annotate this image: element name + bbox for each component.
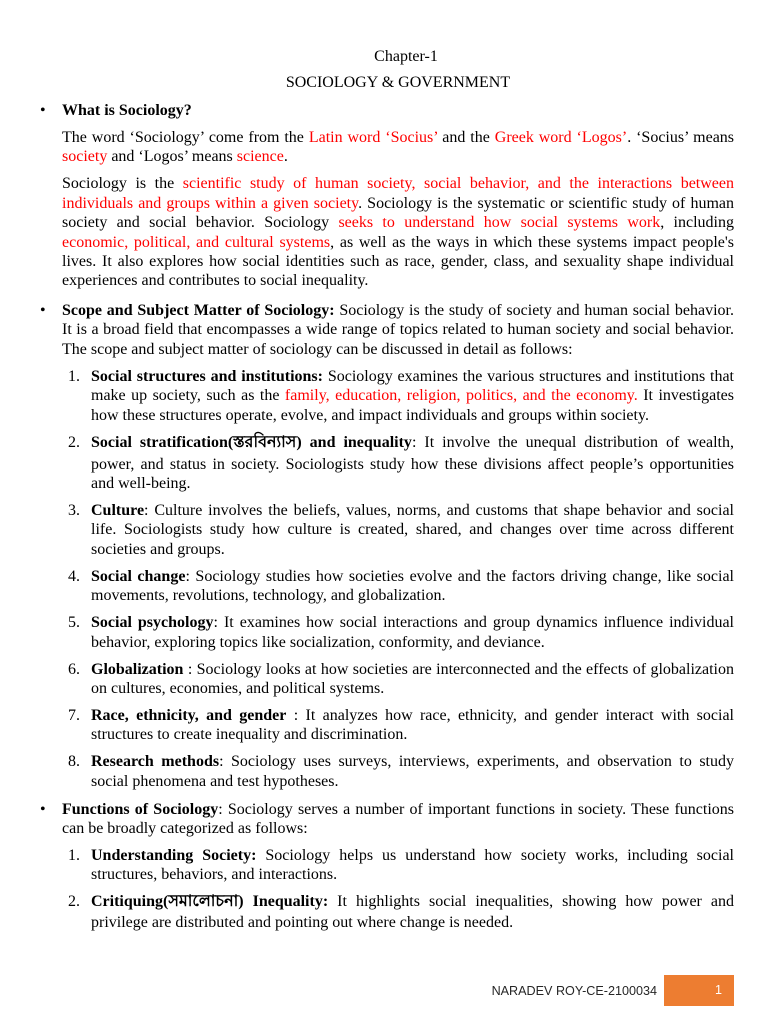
list-item-term: Globalization (91, 660, 184, 678)
section-what-is-sociology (40, 101, 734, 120)
document-title: SOCIOLOGY & GOVERNMENT (285, 74, 511, 91)
list-item-text (91, 660, 734, 699)
list-item-term: Social psychology (91, 614, 214, 632)
highlighted-text: Latin word ‘Socius’ (308, 129, 438, 146)
section-heading: Functions of Sociology (62, 800, 219, 818)
highlighted-text: seeks to understand how social systems work (338, 214, 661, 232)
scope-item-1 (62, 367, 734, 425)
highlighted-text: Greek word ‘Logos’ (494, 129, 628, 146)
highlighted-text: scientific study of human society, social behavior, and the interactions between individuals and groups within a given society (62, 175, 735, 212)
section-paragraph (62, 301, 734, 359)
section-scope (40, 301, 734, 359)
list-number: 4. (68, 567, 80, 585)
list-item-term: Culture (91, 501, 145, 519)
list-item-text (91, 367, 734, 425)
text-segment: Sociology is the (62, 175, 183, 193)
text-segment: . Sociology is the systematic or scientific study of human society and social behavior. Sociology (62, 194, 734, 232)
footer-author: NARADEV ROY-CE-2100034 (491, 984, 657, 998)
section-heading: What is Sociology? (62, 102, 192, 119)
scope-item-5 (62, 613, 734, 652)
scope-item-3 (62, 501, 734, 559)
list-item-text (91, 706, 734, 745)
highlighted-text: economic, political, and cultural systems (62, 233, 331, 251)
text-segment: , as well as the ways in which these systems impact people's lives. It also explores how social identities such as race, gender, class, and sexuality shape individual experiences and contributes to social inequality. (62, 233, 734, 290)
page-number: 1 (714, 983, 722, 997)
list-number: 5. (68, 614, 80, 632)
text-segment: The word ‘Sociology’ come from the (62, 129, 309, 146)
list-item-term: Understanding Society: (91, 847, 257, 864)
highlighted-text: science (236, 148, 284, 166)
bullet-marker: • (40, 102, 46, 119)
text-segment: : Sociology serves a number of important functions in society. These functions can be broadly categorized as follows: (62, 800, 734, 837)
text-segment: It investigates how these structures operate, evolve, and impact individuals and groups within society. (91, 387, 735, 424)
list-item-term: Research methods (91, 753, 220, 771)
section-functions (40, 800, 734, 839)
bullet-marker: • (40, 302, 46, 320)
list-item-text (91, 752, 734, 791)
text-segment: : Sociology uses surveys, interviews, experiments, and observation to study social phenomena and test hypotheses. (91, 753, 735, 790)
list-number: 8. (68, 753, 80, 771)
scope-item-6 (62, 660, 734, 699)
list-number: 3. (68, 501, 80, 519)
text-segment: , including (660, 214, 734, 232)
text-segment: It highlights social inequalities, showing how power and privilege are distributed and pointing out where change is needed. (91, 893, 734, 932)
scope-item-4 (62, 567, 734, 606)
paragraph-etymology (62, 128, 734, 167)
document-body (40, 47, 735, 933)
list-item-term: Social structures and institutions: (91, 367, 323, 385)
section-paragraph (62, 800, 734, 839)
text-segment: : It examines how social interactions and group dynamics influence individual behavior, exploring topics like socialization, conformity, and deviance. (91, 614, 734, 651)
list-number: 2. (68, 893, 80, 911)
text-segment: Sociology is the study of society and human social behavior. It is a broad field that encompasses a wide range of topics related to human society and social behavior. The scope and subject matter of sociology can be discussed in detail as follows: (62, 302, 734, 358)
text-segment: and the (437, 129, 495, 146)
list-item-text (91, 613, 734, 652)
list-item-text (91, 433, 734, 494)
scope-item-2 (62, 433, 734, 494)
text-segment: and ‘Logos’ means (107, 148, 237, 166)
list-number: 1. (68, 367, 80, 385)
functions-item-2 (62, 892, 734, 932)
text-segment: : Culture involves the beliefs, values, norms, and customs that shape behavior and social life. Sociologists study how culture is created, shared, and changes over time across different societies and groups. (91, 501, 734, 558)
scope-item-7 (62, 706, 734, 745)
page-number-box (664, 975, 734, 1006)
list-number: 2. (68, 433, 80, 451)
list-item-term: Social stratification(স্তরবিন্যাস) and inequality (91, 433, 412, 451)
text-segment: : It analyzes how race, ethnicity, and gender interact with social structures to create inequality and discrimination. (91, 706, 735, 744)
scope-item-8 (62, 752, 734, 791)
highlighted-text: society (62, 148, 108, 166)
list-item-text (91, 501, 734, 559)
list-item-term: Social change (91, 567, 186, 585)
text-segment: : Sociology studies how societies evolve and the factors driving change, like social movements, revolutions, technology, and globalization. (91, 567, 735, 605)
list-item-text (91, 846, 734, 885)
section-heading: Scope and Subject Matter of Sociology: (62, 302, 335, 320)
text-segment: . ‘Socius’ means (627, 129, 735, 146)
text-segment: Sociology helps us understand how society works, including social structures, behaviors, and interactions. (91, 847, 735, 884)
list-number: 6. (68, 660, 80, 678)
text-segment: . (283, 148, 288, 166)
list-item-term: Race, ethnicity, and gender (91, 706, 287, 724)
functions-item-1 (62, 846, 734, 885)
highlighted-text: family, education, religion, politics, and the economy. (284, 387, 638, 405)
text-segment: : Sociology looks at how societies are interconnected and the effects of globalization on cultures, economies, and political systems. (91, 660, 734, 697)
list-item-term: Critiquing(সমালোচনা) Inequality: (91, 893, 329, 911)
text-segment: : It involve the unequal distribution of wealth, power, and status in society. Sociologists study how these divisions affect people’s opportunities and well-being. (91, 433, 734, 492)
chapter-label: Chapter-1 (374, 48, 438, 65)
list-number: 1. (68, 847, 80, 864)
list-item-text (91, 892, 734, 932)
list-item-text (91, 567, 734, 606)
paragraph-definition (62, 174, 734, 290)
list-number: 7. (68, 706, 80, 724)
bullet-marker: • (40, 800, 46, 818)
text-segment: Sociology examines the various structures and institutions that make up society, such as the (91, 367, 734, 405)
